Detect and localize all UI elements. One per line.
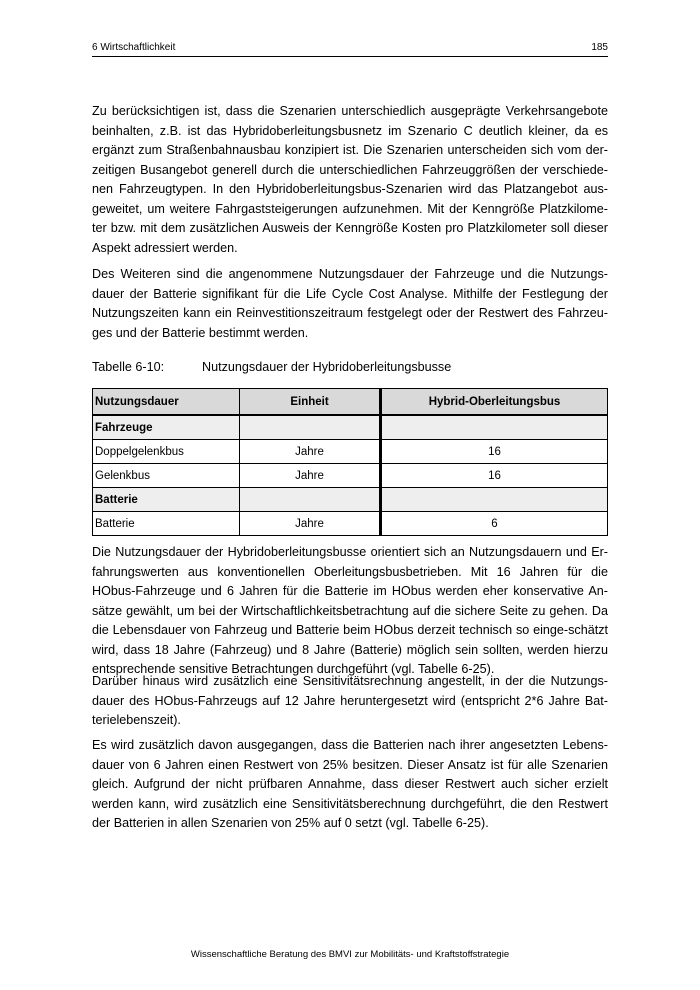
section-fahrzeuge: Fahrzeuge	[93, 415, 240, 440]
page-number: 185	[591, 42, 608, 53]
row-value: 16	[381, 440, 608, 464]
row-value: 16	[381, 464, 608, 488]
table-cell-empty	[381, 415, 608, 440]
table-caption-title: Nutzungsdauer der Hybridoberleitungsbusse	[202, 360, 452, 374]
table-row	[93, 512, 608, 536]
page-footer: Wissenschaftliche Beratung des BMVI zur Mobilitäts- und Kraftstoffstrategie	[190, 949, 510, 960]
section-batterie: Batterie	[93, 488, 240, 512]
row-value: 6	[381, 512, 608, 536]
table-cell-empty	[240, 415, 381, 440]
table-row	[93, 440, 608, 464]
table-section-row	[93, 415, 608, 440]
paragraph-scenarios: Zu berücksichtigen ist, dass die Szenarien unterschiedlich ausgeprägte Verkehrsangebote beinhalten, z.B. ist das Hybridoberleitungsbusnetz im Szenario C deutlich kleiner, da es ergänzt zum Straßenbahnausbau konzipiert ist. Die Szenarien unterscheiden sich vom der-zeitigen Busangebot generell durch die unterschiedlichen Fahrzeuggrößen der verschiede-nen Fahrzeugtypen. In den Hybridoberleitungsbus-Szenarien wird das Platzangebot aus-geweitet, um weitere Fahrgaststeigerungen aufzunehmen. Mit der Kenngröße Platzkilome-ter bzw. mit dem zusätzlichen Ausweis der Kenngröße Kosten pro Platzkilometer soll dieser Aspekt adressiert werden.	[92, 104, 608, 255]
row-label: Batterie	[93, 512, 240, 536]
row-unit: Jahre	[240, 512, 381, 536]
table-header-row	[93, 389, 608, 416]
page-header	[92, 42, 608, 57]
table-section-row	[93, 488, 608, 512]
table-cell-empty	[240, 488, 381, 512]
paragraph-usage-duration: Des Weiteren sind die angenommene Nutzungsdauer der Fahrzeuge und die Nutzungs-dauer der Batterie signifikant für die Life Cycle Cost Analyse. Mithilfe der Festlegung der Nutzungszeiten kann ein Reinvestitionszeitraum festgelegt oder der Restwert des Fahrzeu-ges und der Batterie bestimmt werden.	[92, 267, 608, 340]
row-label: Gelenkbus	[93, 464, 240, 488]
row-unit: Jahre	[240, 440, 381, 464]
table-row	[93, 464, 608, 488]
usage-duration-table	[92, 388, 608, 536]
paragraph-residual-value: Es wird zusätzlich davon ausgegangen, dass die Batterien nach ihrer angesetzten Lebens-dauer von 6 Jahren einen Restwert von 25% besitzen. Dieser Ansatz ist für alle Szenarien gleich. Aufgrund der nicht prüfbaren Annahme, dass dieser Restwert auch sicher erzielt werden kann, wird zusätzlich eine Sensitivitätsberechnung durchgeführt, die den Restwert der Batterien in allen Szenarien von 25% auf 0 setzt (vgl. Tabelle 6-25).	[92, 738, 608, 830]
header-einheit: Einheit	[240, 389, 381, 416]
row-unit: Jahre	[240, 464, 381, 488]
paragraph-lifetime-assumptions: Die Nutzungsdauer der Hybridoberleitungsbusse orientiert sich an Nutzungsdauern und Er-fahrungswerten aus konventionellen Oberleitungsbusbetrieben. Mit 16 Jahren für die HObus-Fahrzeuge und 6 Jahren für die Batterie im HObus werden eher konservative An-sätze gewählt, um bei der Wirtschaftlichkeitsbetrachtung auf die sichere Seite zu gehen. Da die Lebensdauer von Fahrzeug und Batterie beim HObus derzeit technisch so einge-schätzt wird, dass 18 Jahre (Fahrzeug) und 8 Jahre (Batterie) möglich sein sollten, werden hierzu entsprechende sensitive Betrachtungen durchgeführt (vgl. Tabelle 6-25).	[92, 545, 608, 676]
paragraph-sensitivity: Darüber hinaus wird zusätzlich eine Sensitivitätsrechnung angestellt, in der die Nutzungs-dauer des HObus-Fahrzeugs auf 12 Jahre heruntergesetzt wird (entspricht 2*6 Jahre Bat-terielebenszeit).	[92, 674, 608, 727]
chapter-title: 6 Wirtschaftlichkeit	[92, 42, 176, 53]
header-hybrid-oberleitungsbus: Hybrid-Oberleitungsbus	[381, 389, 608, 416]
table-caption-number: Tabelle 6-10:	[92, 360, 165, 374]
table-cell-empty	[381, 488, 608, 512]
header-nutzungsdauer: Nutzungsdauer	[93, 389, 240, 416]
row-label: Doppelgelenkbus	[93, 440, 240, 464]
